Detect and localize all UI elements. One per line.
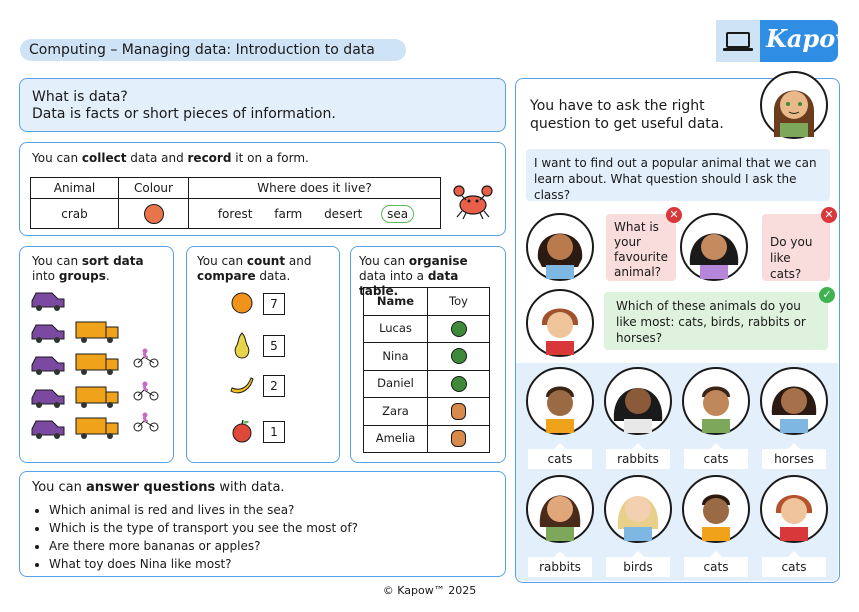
table-row: Lucas: [364, 315, 490, 343]
right-panel-heading: You have to ask the right question to get useful data.: [530, 98, 724, 132]
pear-icon: [232, 331, 252, 359]
count-apple-value: 1: [263, 421, 285, 443]
football-icon: [451, 348, 467, 364]
question-bubble-2: Do you like cats?: [762, 214, 830, 281]
count-pear-value: 5: [263, 335, 285, 357]
answer-label: horses: [762, 449, 826, 469]
transport-groups: [30, 287, 170, 447]
list-item: • Which animal is red and lives in the sea?: [49, 501, 493, 519]
right-panel: [515, 78, 840, 583]
apple-icon: [231, 419, 253, 443]
form-header-animal: Animal: [31, 178, 119, 199]
bicycle-icon: [134, 382, 158, 401]
count-banana-value: 2: [263, 375, 285, 397]
banana-icon: [229, 375, 255, 397]
truck-icon: [76, 322, 118, 343]
logo-text: Kapow: [766, 24, 856, 53]
answer-label: cats: [528, 449, 592, 469]
what-is-data-heading: What is data?: [32, 89, 128, 105]
football-icon: [451, 321, 467, 337]
teddy-bear-icon: [451, 430, 466, 447]
student-avatar: [680, 213, 748, 281]
bicycle-icon: [134, 413, 158, 432]
table-row: Nina: [364, 343, 490, 371]
teacher-avatar: [760, 71, 828, 139]
check-icon: ✓: [819, 287, 835, 303]
question-bubble-1: What is your favourite animal?: [606, 214, 676, 281]
student-avatar: [604, 475, 672, 543]
truck-icon: [76, 418, 118, 439]
collect-box: [19, 142, 506, 236]
list-item: • Are there more bananas or apples?: [49, 537, 493, 555]
answer-label: cats: [684, 449, 748, 469]
cross-icon: ✕: [821, 207, 837, 223]
organise-box: [350, 246, 506, 463]
count-caption: You can count and compare data.: [197, 254, 312, 283]
truck-icon: [76, 387, 118, 408]
crab-icon: [452, 181, 494, 221]
form-animal-value: crab: [31, 199, 119, 229]
football-icon: [451, 376, 467, 392]
car-icon: [32, 357, 64, 375]
answer-label: cats: [762, 557, 826, 577]
count-orange-value: 7: [263, 293, 285, 315]
what-is-data-text: Data is facts or short pieces of information.: [32, 106, 336, 122]
data-table: [363, 287, 490, 453]
table-row: Daniel: [364, 370, 490, 398]
car-icon: [32, 390, 64, 408]
car-icon: [32, 293, 64, 311]
student-avatar: [682, 475, 750, 543]
collect-caption: You can collect data and record it on a form.: [32, 151, 309, 165]
truck-icon: [76, 354, 118, 375]
colour-swatch: [144, 204, 164, 224]
count-box: [186, 246, 340, 463]
answer-label: rabbits: [606, 449, 670, 469]
record-form: [30, 177, 441, 229]
cross-icon: ✕: [666, 207, 682, 223]
teacher-speech-bubble: I want to find out a popular animal that we can learn about. What question should I ask the class?: [526, 149, 830, 201]
footer-copyright: © Kapow™ 2025: [382, 584, 477, 597]
form-header-habitat: Where does it live?: [189, 178, 441, 199]
car-icon: [32, 421, 64, 439]
table-header-name: Name: [364, 288, 428, 316]
habitat-option-selected: sea: [381, 205, 414, 223]
habitat-option: desert: [324, 206, 363, 221]
student-avatar: [760, 367, 828, 435]
student-avatar: [682, 367, 750, 435]
form-header-colour: Colour: [119, 178, 189, 199]
sort-caption: You can sort data into groups.: [32, 254, 144, 283]
question-bubble-3: Which of these animals do you like most: cats, birds, rabbits or horses?: [604, 292, 828, 350]
answer-label: birds: [606, 557, 670, 577]
answer-caption: You can answer questions with data.: [32, 480, 285, 495]
page-title: Computing – Managing data: Introduction to data: [20, 39, 406, 61]
habitat-option: farm: [274, 206, 303, 221]
student-avatar: [760, 475, 828, 543]
car-icon: [32, 325, 64, 343]
student-avatar: [526, 213, 594, 281]
question-list: [32, 501, 493, 573]
bicycle-icon: [134, 349, 158, 368]
answer-questions-box: [19, 471, 506, 577]
laptop-icon: [726, 32, 750, 48]
sort-box: [19, 246, 174, 463]
kapow-logo: [716, 20, 856, 62]
what-is-data-box: [19, 78, 506, 132]
student-avatar: [526, 475, 594, 543]
answer-label: cats: [684, 557, 748, 577]
table-row: Zara: [364, 398, 490, 426]
list-item: • What toy does Nina like most?: [49, 555, 493, 573]
list-item: • Which is the type of transport you see the most of?: [49, 519, 493, 537]
student-avatar: [526, 289, 594, 357]
habitat-option: forest: [217, 206, 253, 221]
organise-caption: You can organise data into a data table.: [359, 254, 468, 298]
table-row: Amelia: [364, 425, 490, 453]
teddy-bear-icon: [451, 403, 466, 420]
table-header-toy: Toy: [428, 288, 490, 316]
orange-icon: [231, 292, 253, 314]
student-avatar: [526, 367, 594, 435]
student-avatar: [604, 367, 672, 435]
answer-label: rabbits: [528, 557, 592, 577]
